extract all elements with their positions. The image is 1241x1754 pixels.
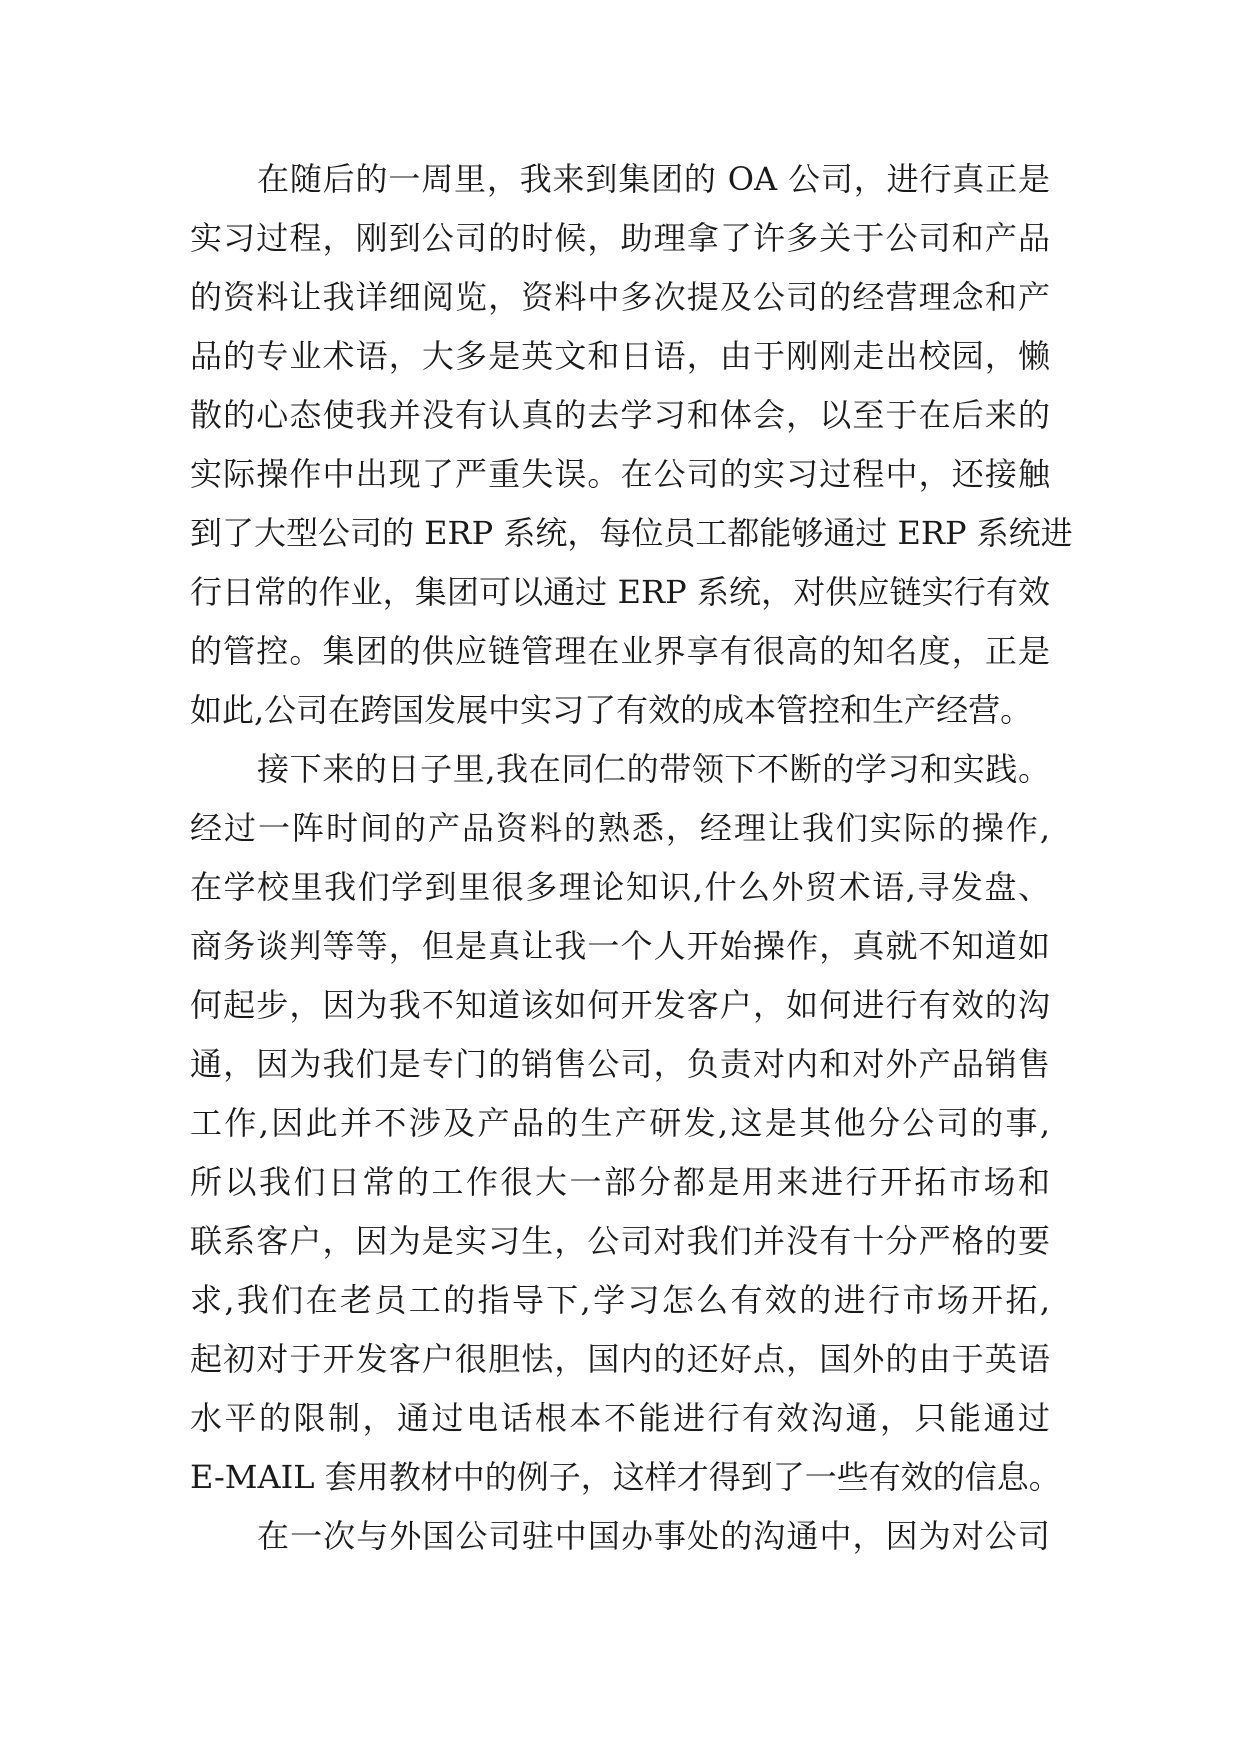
text-line: 起初对于开发客户很胆怯，国内的还好点，国外的由于英语 — [190, 1340, 1050, 1378]
text-line: 实际操作中出现了严重失误。在公司的实习过程中，还接触 — [190, 455, 1050, 493]
text-line: 如此,公司在跨国发展中实习了有效的成本管控和生产经营。 — [190, 691, 1033, 729]
document-page — [190, 150, 1073, 1566]
text-line: 联系客户，因为是实习生，公司对我们并没有十分严格的要 — [190, 1222, 1050, 1260]
text-line: 何起步，因为我不知道该如何开发客户，如何进行有效的沟 — [190, 986, 1050, 1024]
text-line: 经过一阵时间的产品资料的熟悉，经理让我们实际的操作, — [190, 809, 1050, 847]
text-line: 在随后的一周里，我来到集团的 OA 公司，进行真正是 — [257, 160, 1050, 198]
text-line: 在一次与外国公司驻中国办事处的沟通中，因为对公司 — [257, 1517, 1050, 1555]
text-line: 接下来的日子里,我在同仁的带领下不断的学习和实践。 — [257, 750, 1050, 788]
text-line: E-MAIL 套用教材中的例子，这样才得到了一些有效的信息。 — [190, 1458, 1061, 1496]
text-line: 的管控。集团的供应链管理在业界享有很高的知名度，正是 — [190, 632, 1050, 670]
text-line: 商务谈判等等，但是真让我一个人开始操作，真就不知道如 — [190, 927, 1050, 965]
text-line: 到了大型公司的 ERP 系统，每位员工都能够通过 ERP 系统进 — [190, 514, 1073, 552]
text-line: 在学校里我们学到里很多理论知识,什么外贸术语,寻发盘、 — [190, 868, 1050, 906]
text-line: 实习过程，刚到公司的时候，助理拿了许多关于公司和产品 — [190, 219, 1050, 257]
text-line: 的资料让我详细阅览，资料中多次提及公司的经营理念和产 — [190, 278, 1050, 316]
text-line: 工作,因此并不涉及产品的生产研发,这是其他分公司的事, — [190, 1104, 1050, 1142]
text-line: 通，因为我们是专门的销售公司，负责对内和对外产品销售 — [190, 1045, 1050, 1083]
text-line: 所以我们日常的工作很大一部分都是用来进行开拓市场和 — [190, 1163, 1050, 1201]
text-line: 求,我们在老员工的指导下,学习怎么有效的进行市场开拓, — [190, 1281, 1050, 1319]
text-line: 散的心态使我并没有认真的去学习和体会，以至于在后来的 — [190, 396, 1050, 434]
text-line: 品的专业术语，大多是英文和日语，由于刚刚走出校园，懒 — [190, 337, 1050, 375]
text-line: 水平的限制，通过电话根本不能进行有效沟通，只能通过 — [190, 1399, 1050, 1437]
text-line: 行日常的作业，集团可以通过 ERP 系统，对供应链实行有效 — [190, 573, 1050, 611]
